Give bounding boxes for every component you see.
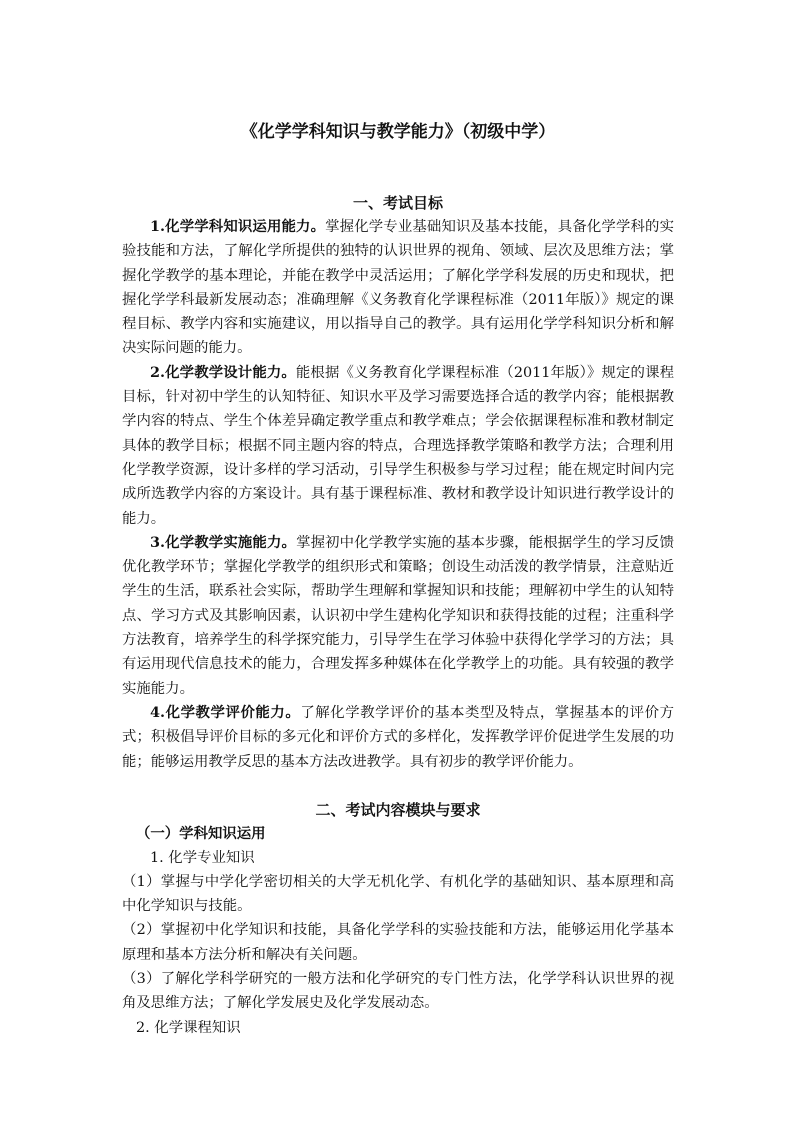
objective-paragraph-2	[122, 361, 674, 531]
subsection-heading-knowledge-application: （一）学科知识运用	[136, 824, 266, 842]
document-body	[122, 120, 674, 1040]
section-heading-exam-content: 二、考试内容模块与要求	[315, 800, 481, 819]
objective-lead-4: 4.化学教学评价能力。	[150, 703, 301, 721]
requirement-point-1: （1）掌握与中学化学密切相关的大学无机化学、有机化学的基础知识、基本原理和高中化学知识与技能。	[122, 873, 674, 915]
requirement-point-2: （2）掌握初中化学知识和技能，具备化学学科的实验技能和方法，能够运用化学基本原理和基本方法分析和解决有关问题。	[122, 922, 674, 963]
document-title: 《化学学科知识与教学能力》（初级中学）	[240, 122, 556, 142]
objective-text-1: 掌握化学专业基础知识及基本技能，具备化学学科的实验技能和方法，了解化学所提供的独特的认识世界的视角、领域、层次及思维方法；掌握化学教学的基本理论，并能在教学中灵活运用；了解化学学科发展的历史和现状，把握化学学科最新发展动态；准确理解《义务教育化学课程标准（2011年版）》规定的课程目标、教学内容和实施建议，用以指导自己的教学。具有运用化学学科知识分析和解决实际问题的能力。	[122, 219, 674, 357]
objective-paragraph-1	[122, 215, 674, 361]
objective-text-2: 能根据《义务教育化学课程标准（2011年版）》规定的课程目标，针对初中学生的认知特征、知识水平及学习需要选择合适的教学内容；能根据教学内容的特点、学生个体差异确定教学重点和教学难点；学会依据课程标准和教材制定具体的教学目标；根据不同主题内容的特点，合理选择教学策略和教学方法；合理利用化学教学资源，设计多样的学习活动，引导学生积极参与学习过程；能在规定时间内完成所选教学内容的方案设计。具有基于课程标准、教材和教学设计知识进行教学设计的能力。	[122, 364, 674, 527]
objective-text-4: 了解化学教学评价的基本类型及特点，掌握基本的评价方式；积极倡导评价目标的多元化和评价方式的多样化，发挥教学评价促进学生发展的功能；能够运用教学反思的基本方法改进教学。具有初步的教学评价能力。	[122, 704, 674, 770]
item-title-chemistry-knowledge: 1. 化学专业知识	[150, 849, 255, 866]
objective-lead-3: 3.化学教学实施能力。	[150, 533, 297, 551]
requirement-point-3: （3）了解化学科学研究的一般方法和化学研究的专门性方法，化学学科认识世界的视角及思维方法；了解化学发展史及化学发展动态。	[122, 971, 674, 1012]
objective-paragraph-4	[122, 701, 674, 774]
objective-lead-2: 2.化学教学设计能力。	[150, 363, 296, 381]
objective-lead-1: 1.化学学科知识运用能力。	[150, 218, 326, 235]
section-heading-exam-objectives: 一、考试目标	[352, 194, 443, 212]
item-title-curriculum-knowledge: 2. 化学课程知识	[136, 1019, 241, 1036]
objective-text-3: 掌握初中化学教学实施的基本步骤，能根据学生的学习反馈优化教学环节；掌握化学教学的组织形式和策略；创设生动活泼的教学情景，注意贴近学生的生活，联系社会实际，帮助学生理解和掌握知识和技能；理解初中学生的认知特点、学习方式及其影响因素，认识初中学生建构化学知识和获得技能的过程；注重科学方法教育，培养学生的科学探究能力，引导学生在学习体验中获得化学学习的方法；具有运用现代信息技术的能力，合理发挥多种媒体在化学教学上的功能。具有较强的教学实施能力。	[122, 534, 674, 697]
objective-paragraph-3	[122, 531, 674, 701]
